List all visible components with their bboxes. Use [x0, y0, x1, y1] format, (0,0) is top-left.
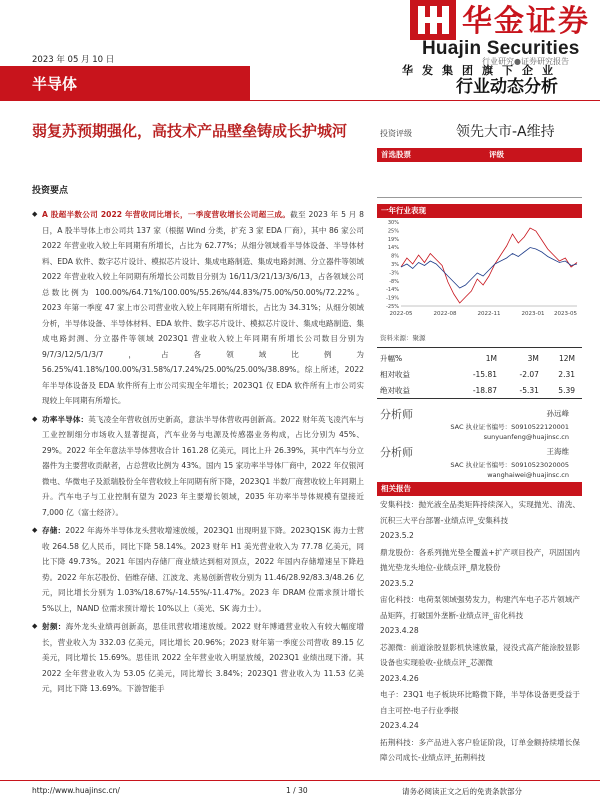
related-report-title: 安集科技：抛光液全品类矩阵持续深入，实现抛光、清洗、沉积三大平台部署-业绩点评_安集科技 [380, 500, 580, 525]
analyst-cert: SAC 执业证书编号：S0910523020005 [450, 461, 569, 469]
chart-source: 资料来源：聚源 [380, 334, 426, 342]
table-cell: 5.39 [558, 385, 575, 395]
analyst-label: 分析师 [380, 446, 413, 459]
logo-english-text: Huajin Securities [422, 38, 580, 59]
rating-value: 领先大市-A维持 [456, 124, 555, 140]
bullet-point [32, 412, 364, 521]
company-logo [410, 0, 600, 62]
report-date: 2023 年 05 月 10 日 [32, 55, 115, 65]
x-tick-label: 2022-08 [433, 311, 457, 317]
y-tick-label: 25% [387, 228, 399, 235]
table-rule-bottom [377, 398, 582, 399]
table-cell: 2.31 [558, 369, 575, 379]
stocks-col1: 首选股票 [381, 150, 411, 159]
table-header-cell: 12M [558, 353, 575, 363]
related-reports-list [380, 497, 580, 767]
footer-url[interactable]: http://www.huajinsc.cn/ [32, 786, 120, 795]
related-report-item[interactable] [380, 640, 580, 687]
analyst-card [380, 404, 575, 446]
bullet-point [32, 523, 364, 616]
related-report-item[interactable] [380, 497, 580, 544]
header-rule [0, 100, 600, 101]
analyst-email[interactable]: sunyuanfeng@huajinsc.cn [483, 433, 569, 441]
table-cell: 绝对收益 [380, 385, 410, 395]
table-header-cell: 升幅% [380, 353, 403, 363]
footer-rule [0, 780, 600, 781]
y-tick-label: -3% [389, 270, 399, 277]
table-cell: -5.31 [519, 385, 539, 395]
preferred-stocks-area [377, 164, 582, 198]
related-report-date: 2023.4.26 [380, 673, 419, 683]
x-tick-label: 2022-11 [477, 311, 501, 317]
analyst-label: 分析师 [380, 408, 413, 421]
related-report-title: 拓荆科技：多产品进入客户验证阶段，订单金额持续增长保障公司成长-业绩点评_拓荆科技 [380, 737, 580, 762]
table-header-cell: 1M [485, 353, 497, 363]
x-tick-label: 2023-01 [521, 311, 545, 317]
report-title: 弱复苏预期强化，高技术产品壁垒铸成长护城河 [32, 122, 348, 140]
report-type-small: 行业研究●证券研究报告 [482, 57, 569, 66]
related-report-item[interactable] [380, 687, 580, 734]
y-tick-label: -8% [389, 278, 399, 285]
series-line-0 [401, 228, 577, 303]
related-report-date: 2023.4.28 [380, 626, 419, 635]
investment-points [32, 207, 364, 700]
industry-performance-chart [377, 218, 582, 322]
chart-heading: 一年行业表现 [381, 206, 426, 215]
preferred-stocks-header [377, 148, 582, 162]
y-tick-label: -25% [386, 304, 399, 310]
table-cell: -15.81 [472, 369, 497, 379]
bullet-point [32, 619, 364, 697]
bullet-point [32, 207, 364, 409]
page-number: 1 / 30 [286, 786, 308, 795]
bullet-text: 2022 年海外半导体龙头营收增速放缓，2023Q1 出现明显下降。2023Q1SK 海力士营收 264.58 亿人民币，同比下降 58.14%。2023 财年 H1 美光营业收入为 77.78 亿美元，同比下降 49.73%。2021 年国内存储厂商业绩达到相对顶点，2022 年国内存储增速呈下降趋势。2022 年东芯股份、佰维存储、江波龙、兆易创新营收分别为 11.46/28.92/83.3/48.26 亿元，同比增长分别为 1.03%/18.67%/-14.55%/-11.47%。2023 年 DRAM 位需求预计增长 5%以上，NAND 位需求预计增长 10%以上（美光、SK 海力士）。 [42, 526, 364, 613]
y-tick-label: -14% [386, 287, 399, 294]
related-report-date: 2023.5.2 [380, 578, 414, 588]
analyst-email[interactable]: wanghaiwei@huajinsc.cn [487, 471, 569, 479]
related-report-item[interactable] [380, 735, 580, 766]
chart-header [377, 204, 582, 218]
table-rule-top [377, 347, 582, 348]
related-report-title: 电子：23Q1 电子板块环比略微下降，半导体设备更受益于自主可控-电子行业季报 [380, 690, 580, 715]
table-cell: -2.07 [519, 369, 539, 379]
bullet-lead: 射频： [42, 622, 66, 631]
huajin-logo-icon [410, 0, 456, 40]
related-report-title: 鼎龙股份：各系列抛光垫全覆盖+扩产项目投产，巩固国内抛光垫龙头地位-业绩点评_鼎龙股份 [380, 547, 580, 572]
analyst-cert: SAC 执业证书编号：S0910522120001 [450, 423, 569, 431]
report-type-title: 行业动态分析 [456, 77, 558, 97]
related-report-item[interactable] [380, 592, 580, 639]
bullet-lead: 存储： [42, 526, 66, 535]
rating-label: 投资评级 [380, 129, 412, 138]
bullet-text: 英飞凌全年营收创历史新高，意法半导体营收再创新高。2022 财年英飞凌汽车与工业控制细分市场收入显著提高，汽车业务与电源及传感器业务构成，占比分别为 45%、29%。2022 年全年意法半导体营收合计 161.28 亿美元，同比上升 26.39%，其中汽车与分立器件为主要营收贡献者，占总营收比例为 43%。国内 15 家功率半导体厂商中，2022 年仅银河微电、华微电子及派瑞股份全年营收较上年同期有所下降，2023Q1 半数厂商营收较上年同期上升。汽车电子与工业控制有望为 2023 年主要增长领域，2035 年功率半导体规模有望接近 7,000 亿（富士经济）。 [42, 414, 364, 517]
table-header-cell: 3M [527, 353, 539, 363]
y-tick-label: 19% [387, 236, 399, 243]
category-label: 半导体 [32, 75, 78, 93]
bullet-text: 海外龙头业绩再创新高，思佳讯营收增速放缓。2022 财年博通营业收入有较大幅度增长，营业收入为 332.03 亿美元，同比增长 20.96%；2023 财年第一季度公司营收 89.15 亿美元，同比增长 15.69%。思佳讯 2022 全年营业收入明显放缓，2023Q1 业绩出现下滑。其 2022 全年营业收入为 53.05 亿美元，同比增长 3.84%；2023Q1 营业收入为 11.53 亿美元，同比下降 13.69%。下游智能手 [42, 622, 364, 693]
logo-chinese-text: 华金证券 [462, 4, 590, 39]
performance-table [380, 350, 575, 398]
related-report-date: 2023.5.2 [380, 531, 414, 540]
related-report-title: 芯源微：前道涂胶显影机快速放量，浸没式高产能涂胶显影设备也实现验收-业绩点评_芯源微 [380, 642, 580, 667]
analyst-card [380, 442, 575, 484]
related-report-item[interactable] [380, 545, 580, 592]
series-line-1 [401, 248, 577, 289]
y-tick-label: -19% [386, 295, 399, 302]
stocks-col2: 评级 [489, 150, 504, 159]
analyst-name: 王海维 [546, 447, 569, 456]
y-tick-label: 3% [391, 262, 399, 268]
table-row [380, 382, 575, 398]
related-reports-header [377, 482, 582, 496]
related-heading: 相关报告 [381, 484, 411, 493]
y-tick-label: 8% [391, 253, 399, 260]
x-tick-label: 2022-05 [389, 311, 413, 317]
analyst-name: 孙远峰 [546, 409, 569, 418]
table-cell: -18.87 [472, 385, 497, 395]
y-tick-label: 14% [387, 245, 399, 252]
x-tick-label: 2023-05 [554, 311, 577, 317]
bullet-lead: A 股超半数公司 2022 年营收同比增长，一季度营收增长公司超三成。 [42, 210, 291, 219]
table-header-row [380, 350, 575, 366]
bullet-lead: 功率半导体： [42, 414, 89, 424]
summary-heading: 投资要点 [32, 186, 69, 196]
company-slogan: 华发集团旗下企业 [402, 64, 562, 77]
related-report-title: 宙化科技：电荷泵领域强势发力，构建汽车电子芯片领域产品矩阵，打破国外垄断-业绩点评_宙化科技 [380, 595, 580, 620]
related-report-date: 2023.4.24 [380, 721, 419, 730]
disclaimer-note: 请务必阅读正文之后的免责条款部分 [402, 787, 522, 796]
table-cell: 相对收益 [380, 369, 410, 379]
table-row [380, 366, 575, 382]
bullet-text: 截至 2023 年 5 月 8 日，A 股半导体上市公司共 137 家（根据 Wind 分类，扩充 3 家 EDA 厂商），其中 86 家公司 2022 年营业收入较上年同期有所增长，占比为 62.77%；从细分领域看半导体设备、半导体材料、EDA 软件、数字芯片设计、模拟芯片设计、集成电路制造、集成电路封测、分立器件等领域 2022 年营业收入较上年同期有所增长公司数目分别为 16/11/3/21/13/3/6/13，占各领域公司总数比例为 100.00%/64.71%/100.00%/55.26%/44.83%/75.00%/50.00%/72.22%。2023 年第一季度 47 家上市公司营业收入较上年同期有所增长，占比为 34.31%；从细分领域分析，半导体设备、半导体材料、EDA 软件、数字芯片设计、模拟芯片设计、集成电路制造、集成电路封测、分立器件等领域 2023Q1 营业收入较上年同期有所增长公司数目分别为 9/7/3/12/5/1/3/7，占各领域比例为 56.25%/41.18%/100.00%/31.58%/17.24%/25.00%/25.00%/38.89%。综上所述，2022 年半导体设备及 EDA 软件所有上市公司实现全年增长；2023Q1 仅 EDA 软件所有上市公司实现较上年同期有所增长。 [42, 210, 364, 405]
y-tick-label: 30% [387, 220, 399, 226]
